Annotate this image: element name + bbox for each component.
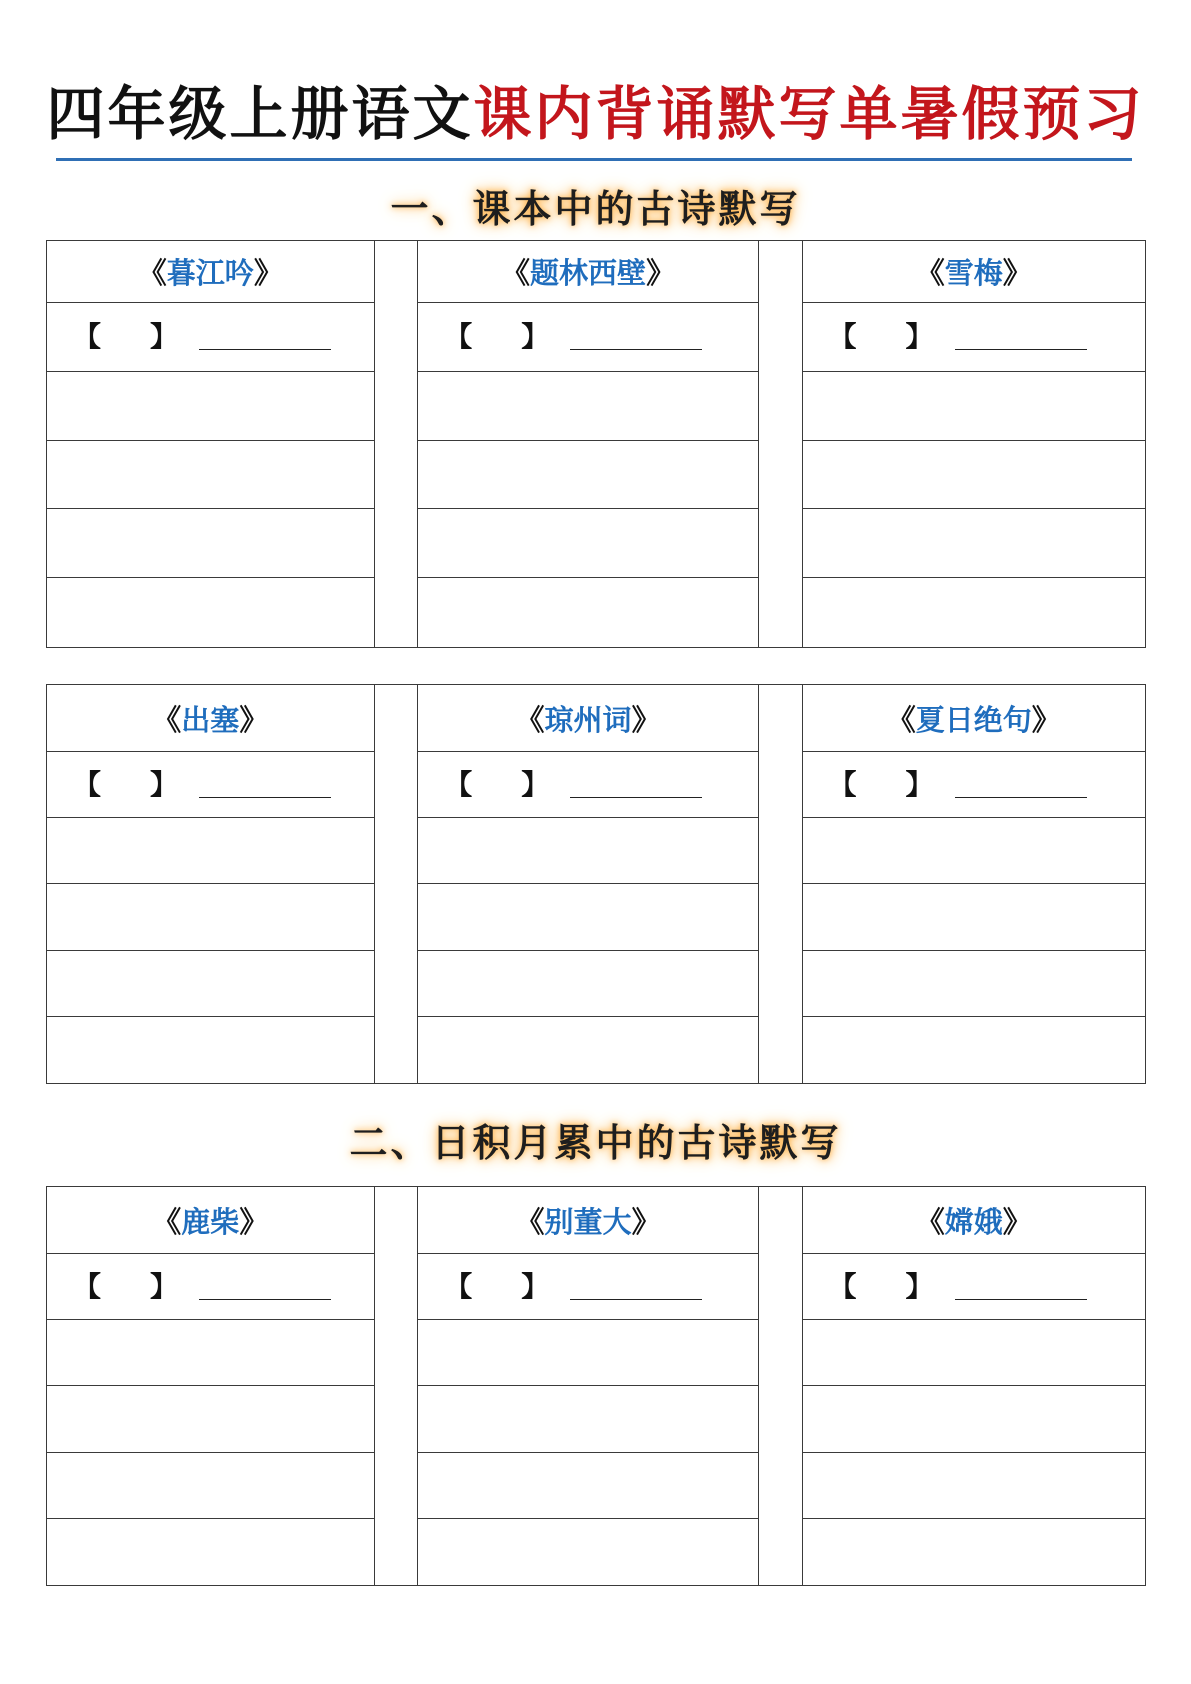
writing-line[interactable]: [47, 818, 374, 884]
writing-line[interactable]: [418, 884, 758, 950]
writing-line[interactable]: [47, 1017, 374, 1083]
dynasty-bracket-open: 【: [73, 1269, 102, 1303]
dynasty-author-row[interactable]: [47, 752, 374, 818]
poem-name: 夏日绝句: [915, 702, 1032, 737]
dynasty-author-row[interactable]: [47, 303, 374, 372]
writing-line[interactable]: [418, 1519, 758, 1585]
dynasty-bracket-close: 】: [905, 767, 934, 801]
poem-column: [418, 1187, 758, 1585]
title-close-mark: 》: [631, 702, 661, 737]
poem-name: 出塞: [181, 702, 240, 737]
dynasty-bracket-close: 】: [521, 1269, 550, 1303]
writing-line[interactable]: [803, 1386, 1146, 1452]
title-open-mark: 《: [886, 702, 916, 737]
poem-title: [803, 1187, 1146, 1254]
title-close-mark: 》: [253, 256, 283, 290]
author-blank-line[interactable]: [955, 797, 1087, 798]
author-blank-line[interactable]: [199, 797, 331, 798]
title-open-mark: 《: [915, 256, 945, 290]
dynasty-author-row[interactable]: [803, 303, 1146, 372]
dynasty-bracket-close: 】: [521, 319, 550, 353]
title-close-mark: 》: [1002, 256, 1032, 290]
dynasty-author-row[interactable]: [47, 1254, 374, 1320]
writing-line[interactable]: [47, 1519, 374, 1585]
writing-line[interactable]: [803, 1017, 1146, 1083]
writing-line[interactable]: [418, 951, 758, 1017]
page-title: [0, 78, 1191, 150]
column-spacer: [758, 1187, 803, 1585]
dynasty-author-row[interactable]: [418, 303, 758, 372]
poem-name: 暮江吟: [166, 256, 254, 290]
column-spacer: [758, 241, 803, 647]
title-open-mark: 《: [137, 256, 167, 290]
writing-line[interactable]: [803, 441, 1146, 510]
title-close-mark: 》: [1002, 1204, 1032, 1239]
writing-line[interactable]: [47, 884, 374, 950]
poem-title: [418, 241, 758, 303]
poem-name: 鹿柴: [181, 1204, 240, 1239]
dynasty-bracket-close: 】: [905, 319, 934, 353]
dynasty-bracket-open: 【: [444, 319, 473, 353]
column-spacer: [374, 685, 419, 1083]
writing-line[interactable]: [803, 372, 1146, 441]
dynasty-bracket-close: 】: [150, 319, 179, 353]
section-2-title: 二、日积月累中的古诗默写: [349, 1120, 842, 1165]
writing-line[interactable]: [47, 1386, 374, 1452]
poem-column: [418, 241, 758, 647]
poem-title: [47, 241, 374, 303]
dynasty-bracket-open: 【: [444, 1269, 473, 1303]
section-1-title: 一、课本中的古诗默写: [390, 186, 801, 231]
author-blank-line[interactable]: [955, 1299, 1087, 1300]
title-close-mark: 》: [239, 1204, 269, 1239]
title-underline: [56, 158, 1132, 161]
writing-line[interactable]: [803, 578, 1146, 647]
poem-title: [47, 685, 374, 752]
poem-title: [803, 685, 1146, 752]
poem-name: 琼州词: [544, 702, 632, 737]
column-spacer: [758, 685, 803, 1083]
poem-column: [803, 241, 1146, 647]
dynasty-bracket-open: 【: [444, 767, 473, 801]
poem-title: [418, 1187, 758, 1254]
poem-name: 雪梅: [944, 256, 1003, 290]
poem-name: 别董大: [544, 1204, 632, 1239]
writing-line[interactable]: [803, 1320, 1146, 1386]
writing-line[interactable]: [803, 1453, 1146, 1519]
writing-line[interactable]: [47, 951, 374, 1017]
title-open-mark: 《: [152, 1204, 182, 1239]
author-blank-line[interactable]: [570, 1299, 702, 1300]
author-blank-line[interactable]: [570, 797, 702, 798]
poem-grid-2: [46, 684, 1146, 1084]
writing-line[interactable]: [47, 578, 374, 647]
dynasty-bracket-close: 】: [150, 767, 179, 801]
title-close-mark: 》: [646, 256, 676, 290]
writing-line[interactable]: [803, 1519, 1146, 1585]
writing-line[interactable]: [803, 951, 1146, 1017]
writing-line[interactable]: [418, 441, 758, 510]
writing-line[interactable]: [418, 1386, 758, 1452]
dynasty-author-row[interactable]: [418, 1254, 758, 1320]
poem-title: [47, 1187, 374, 1254]
poem-column: [803, 1187, 1146, 1585]
dynasty-bracket-close: 】: [150, 1269, 179, 1303]
author-blank-line[interactable]: [199, 349, 331, 350]
writing-line[interactable]: [418, 372, 758, 441]
column-spacer: [374, 1187, 419, 1585]
poem-grid-1: [46, 240, 1146, 648]
poem-column: [47, 1187, 374, 1585]
writing-line[interactable]: [418, 818, 758, 884]
writing-line[interactable]: [803, 509, 1146, 578]
dynasty-author-row[interactable]: [803, 752, 1146, 818]
poem-name: 题林西壁: [530, 256, 647, 290]
writing-line[interactable]: [418, 1320, 758, 1386]
poem-grid-3: [46, 1186, 1146, 1586]
writing-line[interactable]: [47, 1453, 374, 1519]
poem-name: 嫦娥: [944, 1204, 1003, 1239]
dynasty-bracket-open: 【: [73, 319, 102, 353]
title-close-mark: 》: [631, 1204, 661, 1239]
poem-title: [803, 241, 1146, 303]
writing-line[interactable]: [418, 1453, 758, 1519]
title-part-1: 四年级上册语文: [46, 80, 474, 148]
writing-line[interactable]: [803, 884, 1146, 950]
dynasty-author-row[interactable]: [418, 752, 758, 818]
dynasty-bracket-open: 【: [828, 1269, 857, 1303]
title-open-mark: 《: [915, 1204, 945, 1239]
poem-column: [47, 685, 374, 1083]
dynasty-bracket-open: 【: [73, 767, 102, 801]
writing-line[interactable]: [418, 578, 758, 647]
column-spacer: [374, 241, 419, 647]
writing-line[interactable]: [418, 1017, 758, 1083]
dynasty-bracket-open: 【: [828, 767, 857, 801]
title-part-2: 课内背诵默写单暑假预习: [473, 80, 1145, 148]
writing-line[interactable]: [803, 818, 1146, 884]
author-blank-line[interactable]: [199, 1299, 331, 1300]
dynasty-bracket-close: 】: [521, 767, 550, 801]
writing-line[interactable]: [47, 441, 374, 510]
title-open-mark: 《: [152, 702, 182, 737]
dynasty-bracket-close: 】: [905, 1269, 934, 1303]
dynasty-bracket-open: 【: [828, 319, 857, 353]
poem-column: [418, 685, 758, 1083]
writing-line[interactable]: [47, 509, 374, 578]
author-blank-line[interactable]: [570, 349, 702, 350]
title-close-mark: 》: [239, 702, 269, 737]
dynasty-author-row[interactable]: [803, 1254, 1146, 1320]
title-open-mark: 《: [515, 702, 545, 737]
title-open-mark: 《: [501, 256, 531, 290]
poem-title: [418, 685, 758, 752]
poem-column: [47, 241, 374, 647]
title-close-mark: 》: [1031, 702, 1061, 737]
title-open-mark: 《: [515, 1204, 545, 1239]
poem-column: [803, 685, 1146, 1083]
writing-line[interactable]: [47, 1320, 374, 1386]
writing-line[interactable]: [47, 372, 374, 441]
author-blank-line[interactable]: [955, 349, 1087, 350]
writing-line[interactable]: [418, 509, 758, 578]
